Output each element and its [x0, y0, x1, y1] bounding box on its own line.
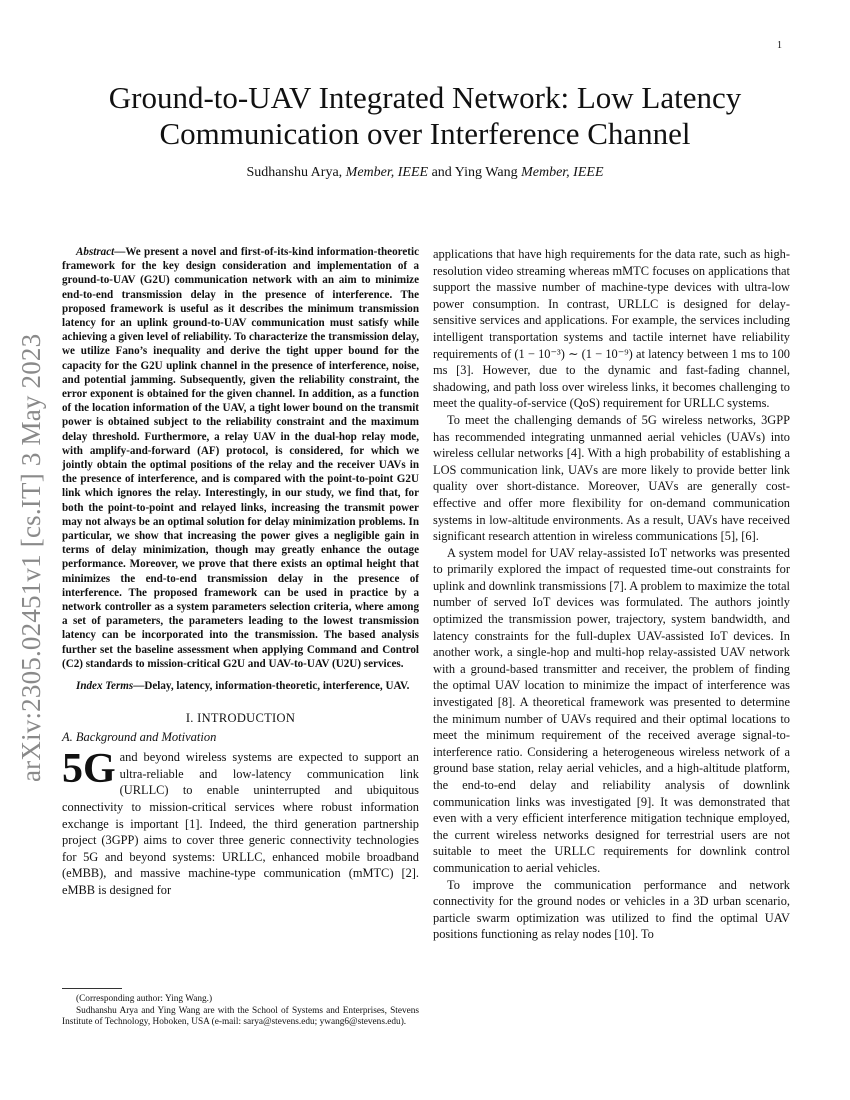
body-paragraph [433, 246, 790, 412]
author-name: Sudhanshu Arya, [246, 165, 343, 180]
paper-title: Ground-to-UAV Integrated Network: Low Latency Communication over Interference Channel [108, 80, 742, 151]
body-paragraph: A system model for UAV relay-assisted IoT networks was presented to primarily explored the impact of requested time-out constraints for uplink and downlink transmissions [7]. A problem to maximize the total number of served IoT devices was formulated. The authors jointly optimized the transmission power, trajectory, system bandwidth, and latency constraints for the full-duplex UAV-assisted IoT devices. In another work, a single-hop and multi-hop relay-assisted UAV network with a ground-based transmitter and receiver, the problem of finding the optimal UAV location to minimize the impact of interference was investigated [8]. A theoretical framework was presented to determine the minimum number of UAVs required and their optimal locations to meet the minimum requirement of the received average signal-to-interference ratio. Considering a heterogeneous wireless network of a ground base station, relay aerial vehicles, and a high-altitude platform, the end-to-end delay and reliability analysis of downlink communication links was investigated [9]. It was demonstrated that even with a very efficient interference mitigation technique employed, the current wireless networks designed for terrestrial users are not suitable to meet the URLLC requirements for downlink control communication to aerial vehicles. [433, 545, 790, 875]
page-number: 1 [777, 40, 782, 51]
dropcap: 5G [62, 746, 116, 793]
abstract-text: —We present a novel and first-of-its-kind information-theoretic framework for the key design consideration and implementation of a ground-to-UAV (G2U) communication network with an aim to minimize end-to-end transmission delay in the presence of interference. The proposed framework is useful as it describes the minimum transmission latency for an uplink ground-to-UAV communication must satisfy while achieving a given level of reliability. To characterize the transmission delay, we utilize Fano’s inequality and derive the tight upper bound for the capacity for the G2U uplink channel in the presence of interference, noise, and potential jamming. Subsequently, given the reliability constraint, the error exponent is obtained for the given channel. In addition, as a function of the location information of the UAV, a tight lower bound on the transmit power is obtained subject to the reliability constraint and the maximum delay threshold. Furthermore, a relay UAV in the dual-hop relay mode, with amplify-and-forward (AF) protocol, is considered, for which we jointly obtain the optimal positions of the relay and the receiver UAVs in the presence of interference, and is compared with the point-to-point G2U link which ignores the relay. Interestingly, in our study, we find that, for both the point-to-point and relayed links, increasing the transmit power may not always be an optimal solution for delay minimization problems. In particular, we show that increasing the power gives a negligible gain in terms of delay minimization, though may greatly enhance the outage performance. Moreover, we prove that there exists an optimal height that minimizes the end-to-end transmission delay in the presence of interference. The proposed framework can be used in practice by a network controller as a system parameters selection criteria, where among a set of parameters, the parameters leading to the lowest transmission latency can be incorporated into the transmission. The based analysis further set the baseline assessment when applying Command and Control (C2) standards to mission-critical G2U and UAV-to-UAV (U2U) services. [62, 246, 419, 670]
section-heading: I. INTRODUCTION [185, 711, 296, 726]
author-line [60, 165, 790, 181]
author-affiliation: Member, IEEE [517, 165, 604, 180]
math-expression: (1 − 10⁻³) ∼ (1 − 10⁻⁹) [514, 346, 633, 361]
footnote [62, 988, 419, 1029]
arxiv-stamp: arXiv:2305.02451v1 [cs.IT] 3 May 2023 [16, 333, 46, 782]
footnote-rule [62, 988, 122, 989]
left-column [62, 245, 419, 899]
footnote-line: (Corresponding author: Ying Wang.) [76, 994, 213, 1004]
subsection-heading: A. Background and Motivation [62, 730, 217, 745]
paragraph-text: at latency between 1 ms to 100 ms [3]. However, due to the dynamic and fast-fading channel, shadowing, and path loss over wireless links, it becomes challenging to meet the quality-of-service (QoS) requirement for URLLC systems. [433, 346, 791, 411]
footnote-line: Sudhanshu Arya and Ying Wang are with the School of Systems and Enterprises, Stevens Institute of Technology, Hoboken, USA (e-mail: sarya@stevens.edu; ywang6@stevens.edu). [62, 1005, 419, 1028]
body-paragraph: To improve the communication performance and network connectivity for the ground nodes or vehicles in a 3D urban scenario, particle swarm optimization was utilized to find the optimal UAV positions functioning as relay nodes [10]. To [433, 877, 790, 942]
index-terms-text: —Delay, latency, information-theoretic, interference, UAV. [133, 680, 410, 693]
author-name: and Ying Wang [428, 165, 518, 180]
index-terms [62, 679, 419, 693]
abstract-label: Abstract [76, 246, 115, 258]
abstract [62, 245, 419, 671]
intro-text: and beyond wireless systems are expected to support an ultra-reliable and low-latency communication link (URLLC) to enable uninterrupted and ubiquitous connectivity to mission-critical services where robust information exchange is important [1]. Indeed, the third generation partnership project (3GPP) aims to cover three generic connectivity technologies for 5G and beyond systems: URLLC, enhanced mobile broadband (eMBB), and massive machine-type communication (mMTC) [2]. eMBB is designed for [62, 750, 419, 898]
index-terms-label: Index Terms [76, 680, 134, 693]
body-paragraph: To meet the challenging demands of 5G wireless networks, 3GPP has recommended integrating unmanned aerial vehicles (UAVs) into wireless cellular networks [4]. With a high probability of establishing a LOS communication link, UAVs are more likely to provide better link quality over short-distance. Moreover, UAVs are generally cost-effective and offer more flexibility for on-demand communication systems in low-altitude environments. As a result, UAVs have received significant research attention in wireless communications [5], [6]. [433, 412, 790, 544]
paragraph-text: applications that have high requirements for the data rate, such as high-resolution video streaming whereas mMTC focuses on applications that support the massive number of machine-type devices with ultra-low power consumption. In contrast, URLLC is designed for delay-sensitive services and applications. For example, the services including intelligent transportation systems and tactile internet have reliability requirements of [433, 247, 790, 361]
intro-paragraph [62, 746, 419, 898]
right-column [433, 246, 790, 943]
author-affiliation: Member, IEEE [342, 165, 429, 180]
